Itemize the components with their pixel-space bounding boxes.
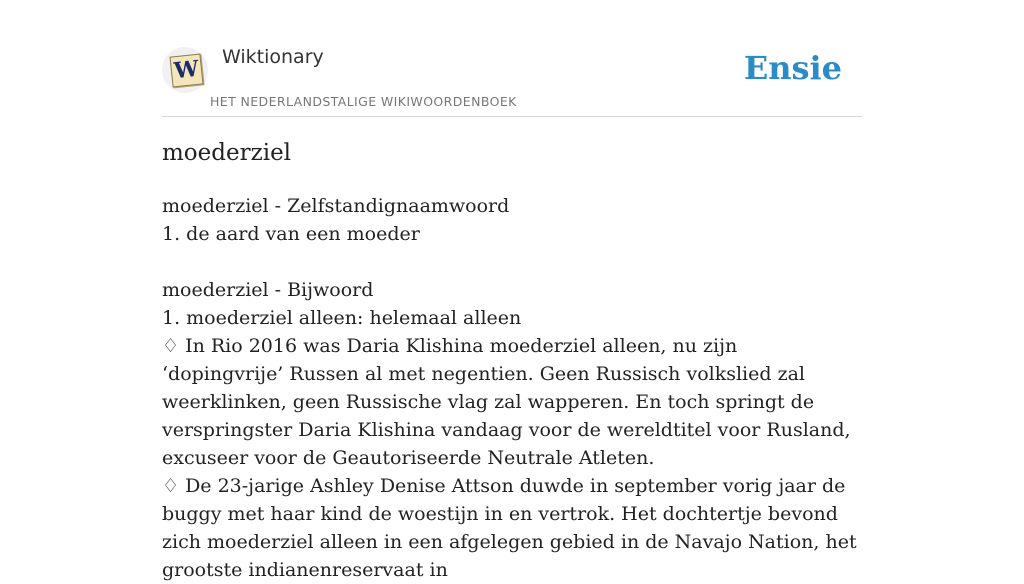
definition-noun-1: 1. de aard van een moeder <box>162 223 420 245</box>
site-name[interactable]: Wiktionary <box>222 46 324 68</box>
wiktionary-logo-icon[interactable] <box>162 47 208 93</box>
ensie-brand-link[interactable]: Ensie <box>743 49 842 87</box>
spacer <box>162 248 864 276</box>
example-sentence-1: ♢ In Rio 2016 was Daria Klishina moederziel alleen, nu zijn ‘dopingvrije’ Russen al met negentien. Geen Russisch volkslied zal weerklinken, geen Russische vlag zal wapperen. En toch springt de verspringster Daria Klishina vandaag voor de wereldtitel voor Rusland, excuseer voor de Geautoriseerde Neutrale Atleten. <box>162 335 851 469</box>
definition-adverb-1: 1. moederziel alleen: helemaal alleen <box>162 307 522 329</box>
example-sentence-2: ♢ De 23-jarige Ashley Denise Attson duwde in september vorig jaar de buggy met haar kind de woestijn in en vertrok. Het dochtertje bevond zich moederziel alleen in een afgelegen gebied in de Navajo Nation, het grootste indianenreservaat in <box>162 475 857 581</box>
site-subtitle: HET NEDERLANDSTALIGE WIKIWOORDENBOEK <box>210 94 517 109</box>
site-header <box>162 0 862 117</box>
page <box>162 0 862 581</box>
section-heading-noun: moederziel - Zelfstandignaamwoord <box>162 195 510 217</box>
section-heading-adverb: moederziel - Bijwoord <box>162 279 374 301</box>
logo-tile: W <box>169 53 203 87</box>
entry-content <box>162 192 864 584</box>
page-title: moederziel <box>162 140 292 166</box>
